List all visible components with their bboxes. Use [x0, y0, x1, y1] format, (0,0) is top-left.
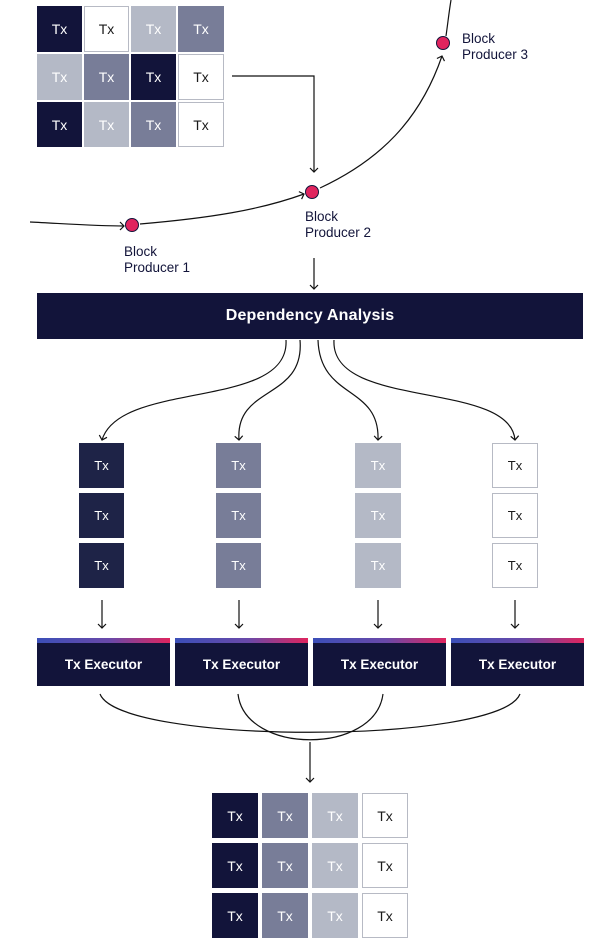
lane-tx: Tx — [492, 543, 538, 588]
output-tx: Tx — [212, 793, 258, 838]
lane-tx: Tx — [492, 443, 538, 488]
output-tx: Tx — [362, 793, 408, 838]
dependency-analysis-banner: Dependency Analysis — [37, 293, 583, 339]
lane-tx: Tx — [216, 443, 261, 488]
output-tx: Tx — [312, 843, 358, 888]
output-tx: Tx — [312, 793, 358, 838]
chain-line-1-2 — [140, 194, 304, 224]
pool-tx: Tx — [37, 6, 82, 52]
output-tx: Tx — [262, 793, 308, 838]
merge-outer-curve — [100, 694, 520, 732]
pool-tx: Tx — [131, 54, 176, 100]
lane-tx: Tx — [355, 493, 401, 538]
output-tx: Tx — [212, 843, 258, 888]
lane-tx: Tx — [355, 443, 401, 488]
tx-executor-1: Tx Executor — [37, 638, 170, 686]
output-tx: Tx — [262, 843, 308, 888]
block-producer-3-node — [436, 36, 450, 50]
block-producer-1-node — [125, 218, 139, 232]
lane-tx: Tx — [79, 493, 124, 538]
lane-tx: Tx — [216, 493, 261, 538]
pool-tx: Tx — [37, 54, 82, 100]
output-tx: Tx — [212, 893, 258, 938]
chain-line-in — [30, 222, 124, 226]
block-producer-2-node — [305, 185, 319, 199]
pool-tx: Tx — [84, 102, 129, 147]
output-tx: Tx — [312, 893, 358, 938]
pool-tx: Tx — [178, 6, 224, 52]
pool-tx: Tx — [37, 102, 82, 147]
block-producer-2-label: Block Producer 2 — [305, 209, 372, 240]
tx-executor-2: Tx Executor — [175, 638, 308, 686]
block-producer-3-label: Block Producer 3 — [462, 31, 529, 62]
lane-tx: Tx — [355, 543, 401, 588]
pool-tx: Tx — [178, 102, 224, 147]
analysis-to-lane-1 — [102, 340, 286, 440]
lane-tx: Tx — [492, 493, 538, 538]
output-tx: Tx — [362, 843, 408, 888]
output-tx: Tx — [262, 893, 308, 938]
analysis-to-lane-2 — [239, 340, 300, 440]
lane-tx: Tx — [216, 543, 261, 588]
pool-tx: Tx — [131, 102, 176, 147]
chain-line-out — [446, 0, 451, 36]
pool-to-producer-line — [232, 76, 314, 172]
tx-executor-3: Tx Executor — [313, 638, 446, 686]
output-tx: Tx — [362, 893, 408, 938]
pool-tx: Tx — [84, 54, 129, 100]
merge-inner-curve — [238, 694, 383, 740]
analysis-to-lane-4 — [334, 340, 515, 440]
lane-tx: Tx — [79, 443, 124, 488]
pool-tx: Tx — [131, 6, 176, 52]
analysis-to-lane-3 — [318, 340, 378, 440]
pool-tx: Tx — [178, 54, 224, 100]
lane-tx: Tx — [79, 543, 124, 588]
tx-executor-4: Tx Executor — [451, 638, 584, 686]
pool-tx: Tx — [84, 6, 129, 52]
chain-line-2-3 — [320, 56, 442, 188]
block-producer-1-label: Block Producer 1 — [124, 244, 191, 275]
